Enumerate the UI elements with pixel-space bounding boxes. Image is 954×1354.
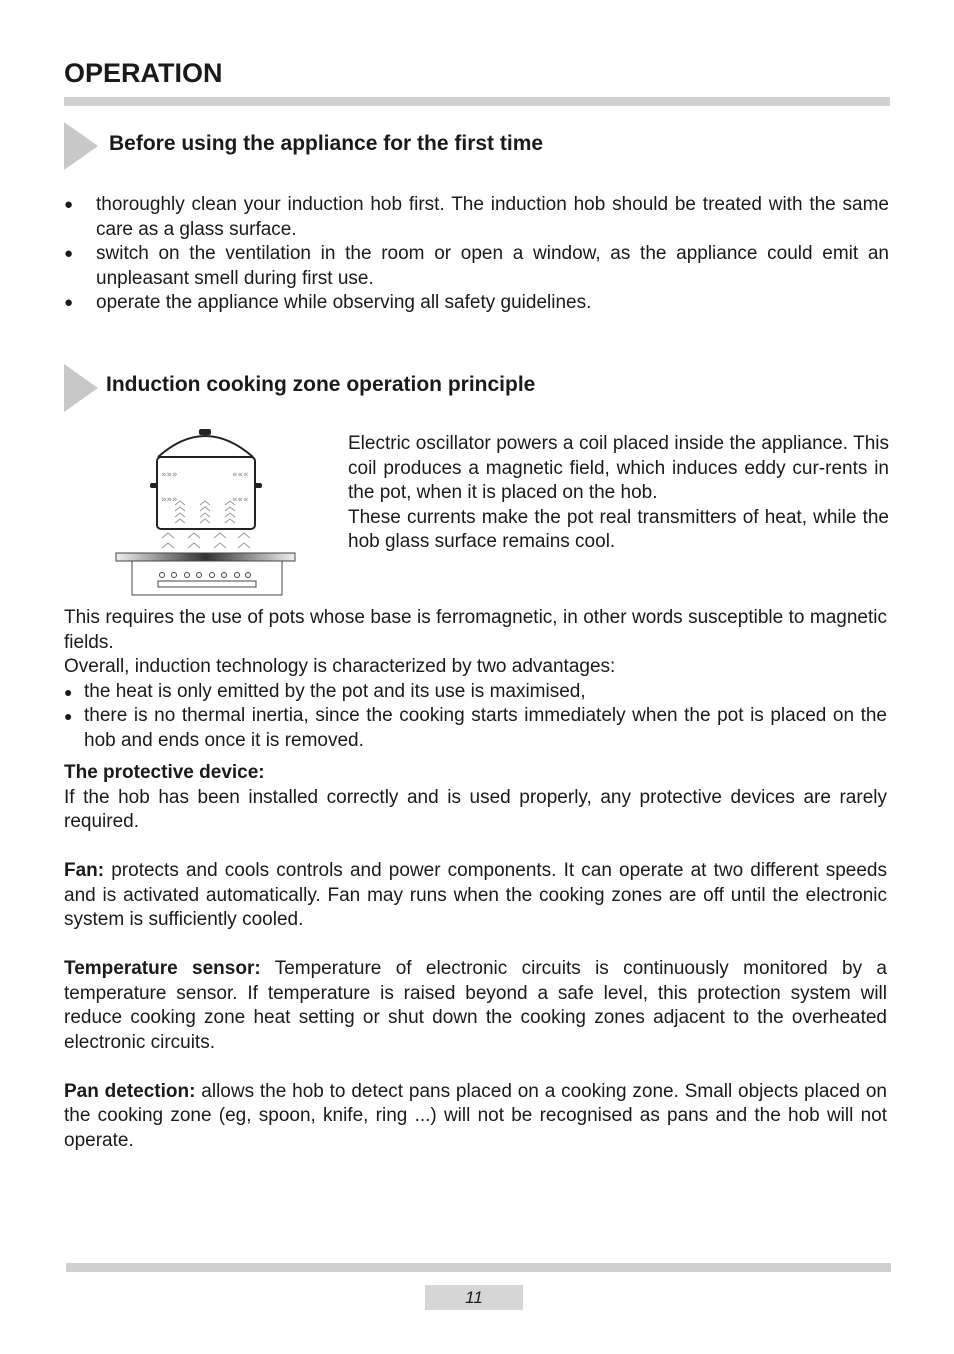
principle-text: These currents make the pot real transmitters of heat, while the hob glass surface remains cool. [348,506,889,552]
list-item: ● thoroughly clean your induction hob first. The induction hob should be treated with the same care as a glass surface. [64,193,889,242]
fan-paragraph [64,859,887,933]
protective-label: The protective device: [64,762,265,783]
sensor-text: Temperature of electronic circuits is continuously monitored by a temperature sensor. If temperature is raised beyond a safe level, this protection system will reduce cooking zone heat setting or shut down the cooking zones adjacent to the overheated electronic circuits. [64,958,887,1053]
fan-label: Fan: [64,860,105,881]
fan-text: protects and cools controls and power components. It can operate at two different speeds and is activated automatically. Fan may runs when the cooking zones are off until the electronic system is sufficiently cooled. [64,860,887,930]
principle-description [348,432,889,555]
title-divider [64,97,890,106]
pan-paragraph [64,1080,887,1154]
sensor-paragraph [64,957,887,1055]
first-use-list [64,193,889,316]
sensor-label: Temperature sensor: [64,958,261,979]
page-title: OPERATION [64,58,223,88]
page-number: 11 [425,1285,523,1310]
section-heading-induction: Induction cooking zone operation principle [106,373,536,396]
body-text [64,606,887,1153]
list-item: ● there is no thermal inertia, since the cooking starts immediately when the pot is placed on the hob and ends once it is removed. [64,704,887,753]
list-item: ● operate the appliance while observing all safety guidelines. [64,291,889,316]
section-heading-first-use: Before using the appliance for the first time [109,132,544,155]
paragraph: Overall, induction technology is characterized by two advantages: [64,656,616,677]
section-arrow-icon [64,364,98,412]
svg-text:«««: ««« [232,470,249,480]
pan-text: allows the hob to detect pans placed on a cooking zone. Small objects placed on the cooking zone (eg, spoon, knife, ring ...) will not be recognised as pans and the hob will not operate. [64,1080,887,1151]
list-item: ● the heat is only emitted by the pot and its use is maximised, [64,680,887,705]
induction-diagram [110,420,310,600]
paragraph: This requires the use of pots whose base is ferromagnetic, in other words susceptible to magnetic fields. [64,607,887,653]
svg-text:»»»: »»» [161,495,178,505]
section-arrow-icon [64,122,98,170]
svg-text:»»»: »»» [161,470,178,480]
list-item: ● switch on the ventilation in the room or open a window, as the appliance could emit an unpleasant smell during first use. [64,242,889,291]
svg-text:«««: ««« [232,495,249,505]
pan-label: Pan detection: [64,1080,196,1102]
principle-text: Electric oscillator powers a coil placed inside the appliance. This coil produces a magnetic field, which induces eddy cur-rents in the pot, when it is placed on the hob. [348,433,889,503]
protective-text: If the hob has been installed correctly and is used properly, any protective devices are rarely required. [64,786,887,832]
footer-divider [66,1263,891,1272]
